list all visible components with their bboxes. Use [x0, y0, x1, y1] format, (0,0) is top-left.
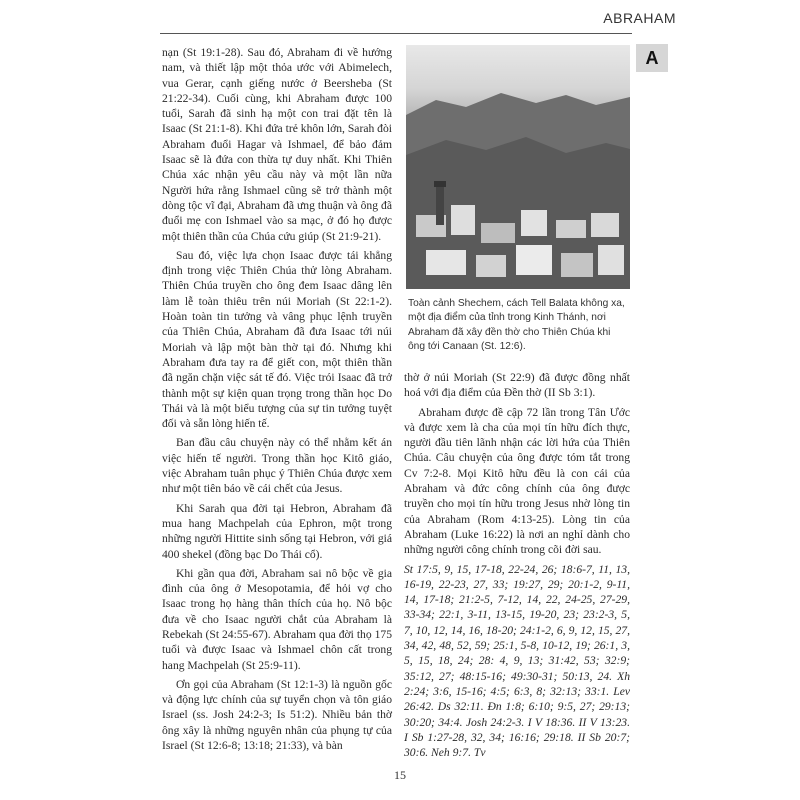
shechem-photo [406, 45, 630, 289]
paragraph: Khi Sarah qua đời tại Hebron, Abraham đã mua hang Machpelah của Ephron, một trong những người Hittite sinh sống tại Hebron, với giá 400 shekel (đồng bạc Do Thái cổ). [162, 501, 392, 561]
page-number: 15 [394, 768, 406, 782]
paragraph: Sau đó, việc lựa chọn Isaac được tái khẳng định trong việc Thiên Chúa thử lòng Abraham. Thiên Chúa truyền cho ông đem Isaac dâng lên làm lễ toàn thiêu trên núi Moriah (St 22:1-2). Hoàn toàn tin tưởng và vâng phục lệnh truyền của Thiên Chúa, Abraham đã đưa Isaac tới núi Moriah và lập một bàn thờ tại đó. Nhưng khi Abraham đưa tay ra để giết con, một thiên thần đã ngăn chặn việc sát tế đó. Việc trói Isaac đã trở thành một sự kiện quan trọng trong thần học Do Thái và là một biểu tượng của sự tin tưởng tuyệt đối và sẵn lòng hiến tế. [162, 248, 392, 431]
paragraph: Ơn gọi của Abraham (St 12:1-3) là nguồn gốc và động lực chính của sự tuyển chọn và tôn giáo Israel (ss. Josh 24:2-3; Is 51:2). Nhiều bản thờ ông xây là những nguyên nhân của phụng tự của Israel (St 12:6-8; 13:18; 21:33), và bàn [162, 677, 392, 753]
paragraph: Abraham được đề cập 72 lần trong Tân Ước và được xem là cha của mọi tín hữu đích thực, người đầu tiên lãnh nhận các lời hứa của Thiên Chúa. Câu chuyện của ông được tóm tắt trong Cv 7:2-8. Mọi Kitô hữu đều là con cái của Abraham và đức công chính của ông được truyền cho mọi tín hữu trong Jesus nhờ lòng tin của Abraham (Rom 4:13-25). Lòng tin của Abraham (Luke 16:22) là nơi an nghỉ dành cho những người công chính trong cõi đời sau. [404, 405, 630, 557]
scripture-references: St 17:5, 9, 15, 17-18, 22-24, 26; 18:6-7, 11, 13, 16-19, 22-23, 27, 33; 19:27, 29; 20:1-2, 9-11, 14, 17-18; 21:2-5, 7-12, 14, 22, 24-25, 27-29, 33-34; 22:1, 3-11, 13-15, 19-20, 23; 23:2-3, 5, 7, 10, 12, 14, 16, 18-20; 24:1-2, 6, 9, 12, 15, 27, 34, 42, 48, 52, 59; 25:1, 5-8, 10-12, 19; 26:1, 3, 5, 15, 18, 24; 28: 4, 9, 13; 31:42, 53; 32:9; 35:12, 27; 48:15-16; 49:30-31; 50:13, 24. Xh 2:24; 3:6, 15-16; 4:5; 6:3, 8; 32:13; 33:1. Lev 26:42. Ds 32:11. Đn 1:8; 6:10; 9:5, 27; 29:13; 30:20; 34:4. Josh 24:2-3. I V 18:36. II V 13:23. I Sb 1:27-28, 32, 34; 16:16; 29:18. II Sb 20:7; 30:6. Neh 9:7. Tv [404, 562, 630, 760]
right-column [404, 370, 630, 764]
paragraph: Khi gần qua đời, Abraham sai nô bộc về gia đình của ông ở Mesopotamia, để hỏi vợ cho Isaac trong họ hàng thân thích của họ. Nô bộc đưa về cho Isaac người chắt của Abraham là Rebekah (St 24:55-67). Abraham qua đời thọ 175 tuổi và được Isaac và Ishmael chôn cất trong hang Machpelah (St 25:9-11). [162, 566, 392, 672]
left-column [162, 45, 392, 757]
header-rule [160, 33, 632, 34]
paragraph: thờ ở núi Moriah (St 22:9) đã được đồng nhất hoá với địa điểm của Đền thờ (II Sb 3:1). [404, 371, 630, 400]
photo-caption: Toàn cảnh Shechem, cách Tell Balata không xa, một địa điểm của tỉnh trong Kinh Thánh, nơi Abraham đã xây đền thờ cho Thiên Chúa khi ông tới Canaan (St. 12:6). [408, 298, 625, 353]
paragraph: nạn (St 19:1-28). Sau đó, Abraham đi về hướng nam, và thiết lập một thỏa ước với Abimelech, vua Gerar, cạnh giếng nước ở Beersheba (St 21:22-34). Cuối cùng, khi Abraham được 100 tuổi, Sarah đã sinh hạ một con trai đặt tên là Isaac (St 21:1-8). Khi đứa trẻ khôn lớn, Sarah đòi Abraham đuổi Hagar và Ishmael, để bảo đảm Isaac sẽ là đứa con thừa tự duy nhất. Khi Thiên Chúa xác nhận yêu cầu này và một lần nữa Người hứa rằng Ishmael cũng sẽ trở thành một dòng tộc vĩ đại, Abraham đã ưng thuận và ông đã đuổi mẹ con Ishmael vào sa mạc, ở đó họ được một thiên thần của Chúa cứu giúp (St 21:9-21). [162, 46, 392, 243]
section-letter-tab: A [636, 44, 668, 72]
photo-illustration [406, 45, 630, 289]
running-header-title: ABRAHAM [603, 10, 676, 26]
paragraph: Ban đầu câu chuyện này có thể nhằm kết án việc hiến tế người. Trong thần học Kitô giáo, việc Abraham tuân phục ý Thiên Chúa được xem như một tiên báo về cái chết của Jesus. [162, 436, 392, 496]
